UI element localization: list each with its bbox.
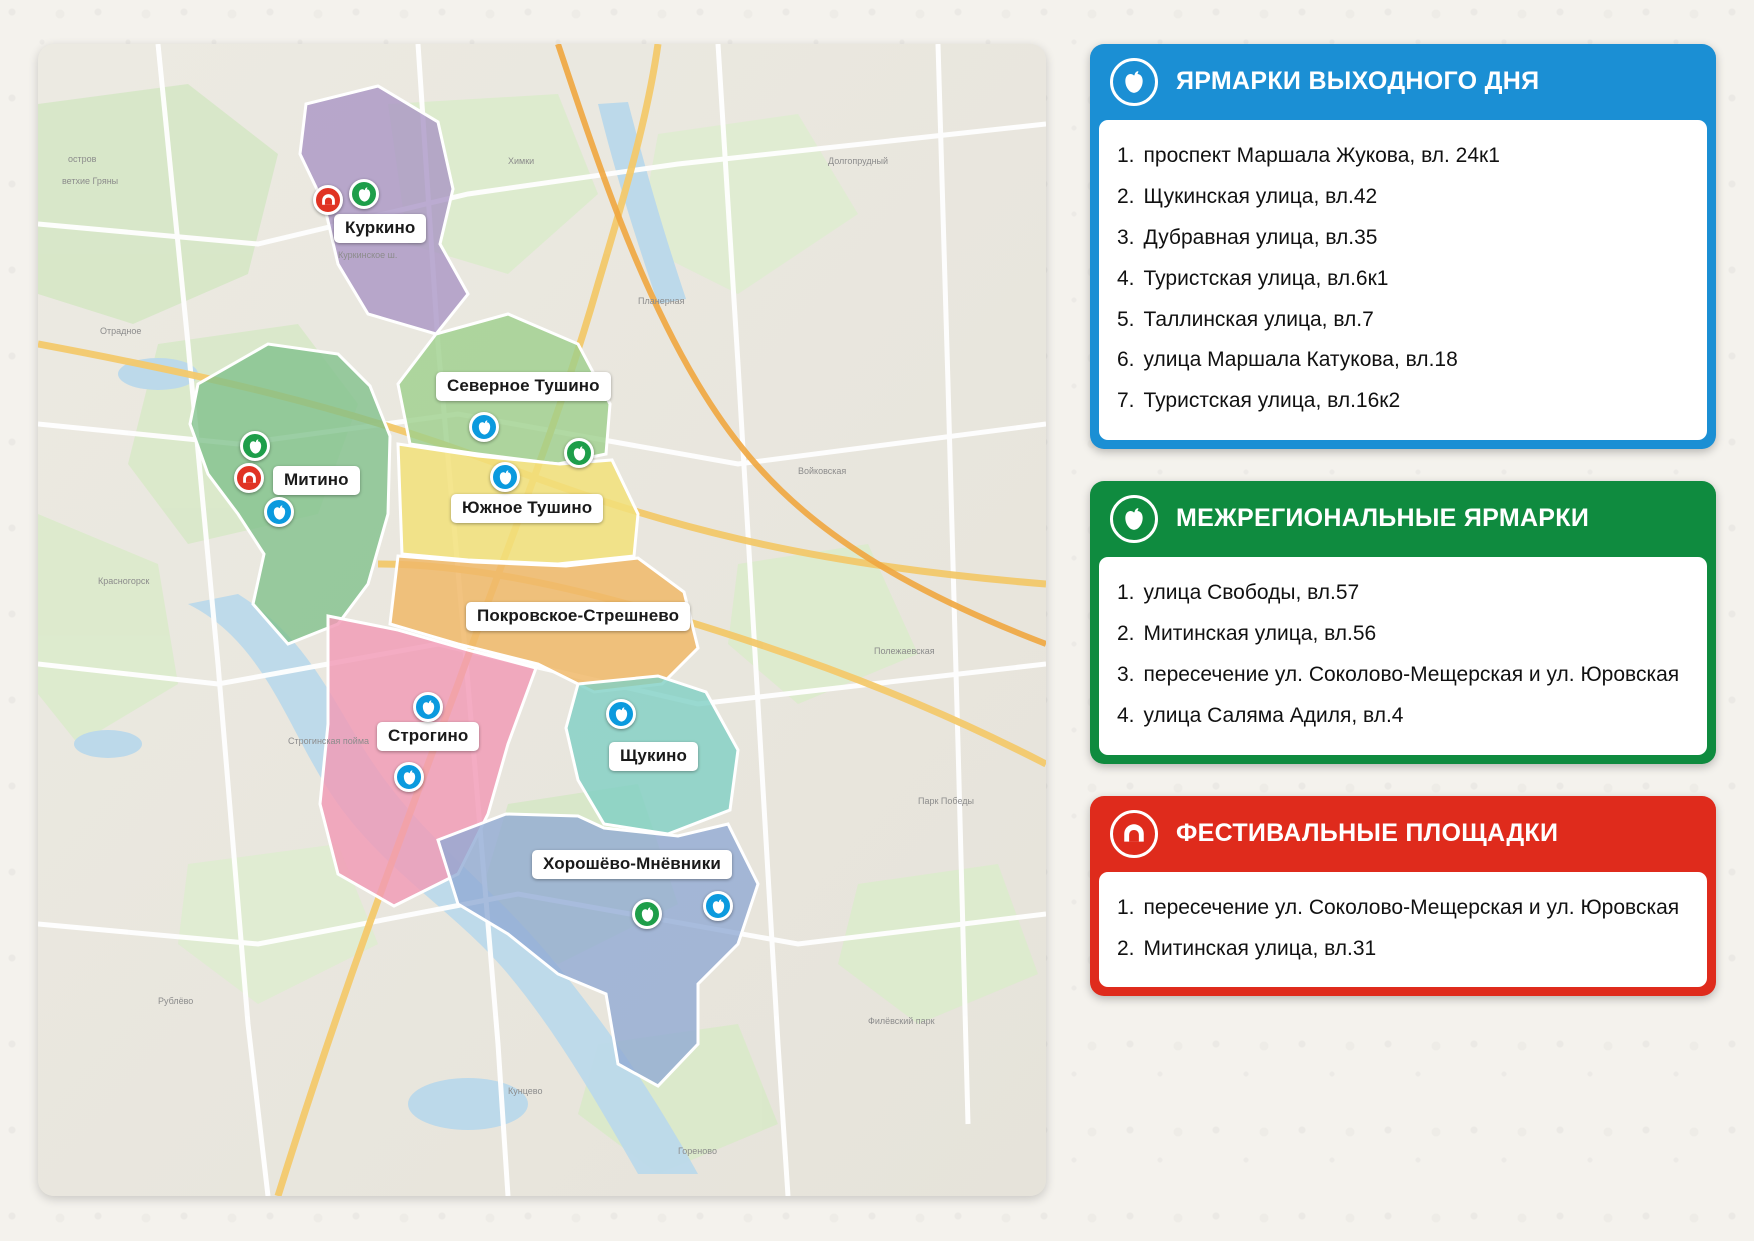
panel-badge-interregional-fairs [1110, 495, 1158, 543]
svg-text:Отрадное: Отрадное [100, 326, 142, 336]
district-label-kurkino: Куркино [334, 214, 426, 243]
map-canvas[interactable] [38, 44, 1046, 1196]
district-label-strogino: Строгино [377, 722, 479, 751]
svg-text:остров: остров [68, 154, 97, 164]
svg-text:Химки: Химки [508, 156, 535, 166]
apple-icon [1121, 506, 1147, 532]
panel-title-festival-sites: ФЕСТИВАЛЬНЫЕ ПЛОЩАДКИ [1176, 818, 1559, 847]
map-pin-apple-icon[interactable] [240, 431, 270, 461]
panel-badge-festival-sites [1110, 810, 1158, 858]
list-item-text: Туристская улица, вл.6к1 [1143, 266, 1389, 290]
svg-text:Планерная: Планерная [638, 296, 685, 306]
svg-text:Долгопрудный: Долгопрудный [828, 156, 889, 166]
map-pin-apple-icon[interactable] [413, 692, 443, 722]
list-item-number: 7. [1117, 389, 1135, 413]
list-item-text: улица Свободы, вл.57 [1143, 581, 1360, 605]
list-item-text: Митинская улица, вл.31 [1143, 936, 1377, 960]
list-item [1117, 218, 1689, 259]
festival-icon [1121, 821, 1147, 847]
panel-header-weekend-fairs [1090, 44, 1716, 120]
list-item-number: 2. [1117, 622, 1135, 645]
district-label-mitino: Митино [273, 466, 360, 495]
list-item-number: 2. [1117, 936, 1135, 960]
panel-body-interregional-fairs [1099, 557, 1707, 755]
panel-badge-weekend-fairs [1110, 58, 1158, 106]
list-item-number: 5. [1117, 307, 1135, 331]
list-item-number: 1. [1117, 581, 1135, 605]
map-pin-festival-icon[interactable] [313, 185, 343, 215]
list-item-number: 4. [1117, 266, 1135, 290]
apple-icon [613, 706, 630, 723]
apple-icon [571, 445, 588, 462]
list-item [1117, 655, 1689, 696]
svg-text:Куркинское ш.: Куркинское ш. [338, 250, 398, 260]
svg-text:Строгинская пойма: Строгинская пойма [288, 736, 370, 746]
map-pin-apple-icon[interactable] [564, 438, 594, 468]
list-item [1117, 340, 1689, 381]
svg-text:Гореново: Гореново [678, 1146, 717, 1156]
list-item-text: Щукинская улица, вл.42 [1143, 184, 1378, 208]
map-pin-apple-icon[interactable] [490, 462, 520, 492]
apple-icon [639, 906, 656, 923]
map-panel[interactable] [38, 44, 1046, 1196]
list-item [1117, 696, 1689, 737]
panel-header-interregional-fairs [1090, 481, 1716, 557]
svg-text:Красногорск: Красногорск [98, 576, 150, 586]
map-pin-apple-icon[interactable] [632, 899, 662, 929]
panel-weekend-fairs [1090, 44, 1716, 449]
map-pin-apple-icon[interactable] [469, 412, 499, 442]
list-item [1117, 300, 1689, 341]
list-item [1117, 573, 1689, 614]
list-item-text: пересечение ул. Соколово-Мещерская и ул. Юровская [1143, 662, 1680, 686]
svg-text:Полежаевская: Полежаевская [874, 646, 935, 656]
list-item [1117, 177, 1689, 218]
list-item-number: 3. [1117, 225, 1135, 249]
panel-title-weekend-fairs: ЯРМАРКИ ВЫХОДНОГО ДНЯ [1176, 67, 1540, 96]
map-pin-festival-icon[interactable] [234, 463, 264, 493]
map-pin-apple-icon[interactable] [606, 699, 636, 729]
district-label-yuzhnoe-tushino: Южное Тушино [451, 494, 603, 523]
list-item-number: 1. [1117, 895, 1135, 919]
legend-panels [1090, 44, 1716, 1028]
list-item-text: Таллинская улица, вл.7 [1143, 307, 1374, 331]
panel-body-festival-sites [1099, 872, 1707, 988]
list-item-number: 1. [1117, 144, 1135, 167]
apple-icon [356, 186, 373, 203]
list-item-text: Митинская улица, вл.56 [1143, 622, 1377, 645]
map-pin-apple-icon[interactable] [703, 891, 733, 921]
panel-festival-sites [1090, 796, 1716, 997]
list-item-text: пересечение ул. Соколово-Мещерская и ул. Юровская [1143, 895, 1680, 919]
apple-icon [476, 419, 493, 436]
district-label-severnoe-tushino: Северное Тушино [436, 372, 611, 401]
district-label-horoshevo-mnevniki: Хорошёво-Мнёвники [532, 850, 732, 879]
map-pin-apple-icon[interactable] [349, 179, 379, 209]
svg-text:Филёвский парк: Филёвский парк [868, 1016, 935, 1026]
svg-text:ветхие Гряны: ветхие Гряны [62, 176, 119, 186]
list-item-number: 6. [1117, 348, 1135, 372]
apple-icon [271, 504, 288, 521]
list-item-number: 3. [1117, 662, 1135, 686]
list-item [1117, 259, 1689, 300]
svg-text:Парк Победы: Парк Победы [918, 796, 974, 806]
list-item [1117, 614, 1689, 655]
map-pin-apple-icon[interactable] [394, 762, 424, 792]
list-item-text: Дубравная улица, вл.35 [1143, 225, 1378, 249]
list-item [1117, 381, 1689, 422]
panel-body-weekend-fairs [1099, 120, 1707, 440]
apple-icon [710, 898, 727, 915]
district-label-pokrovskoe-streshnevo: Покровское-Стрешнево [466, 602, 690, 631]
panel-header-festival-sites [1090, 796, 1716, 872]
apple-icon [420, 699, 437, 716]
list-item-text: проспект Маршала Жукова, вл. 24к1 [1143, 144, 1500, 167]
list-item-text: улица Саляма Адиля, вл.4 [1143, 703, 1404, 727]
list-item-text: улица Маршала Катукова, вл.18 [1143, 348, 1458, 372]
panel-title-interregional-fairs: МЕЖРЕГИОНАЛЬНЫЕ ЯРМАРКИ [1176, 504, 1590, 533]
apple-icon [497, 469, 514, 486]
panel-interregional-fairs [1090, 481, 1716, 764]
svg-text:Войковская: Войковская [798, 466, 847, 476]
apple-icon [1121, 69, 1147, 95]
festival-icon [241, 470, 258, 487]
list-item-number: 2. [1117, 184, 1135, 208]
map-pin-apple-icon[interactable] [264, 497, 294, 527]
list-item [1117, 929, 1689, 970]
festival-icon [320, 192, 337, 209]
apple-icon [401, 769, 418, 786]
apple-icon [247, 438, 264, 455]
list-item [1117, 888, 1689, 929]
list-item [1117, 136, 1689, 177]
district-label-shchukino: Щукино [609, 742, 698, 771]
svg-text:Кунцево: Кунцево [508, 1086, 543, 1096]
svg-text:Рублёво: Рублёво [158, 996, 194, 1006]
list-item-text: Туристская улица, вл.16к2 [1143, 389, 1401, 413]
list-item-number: 4. [1117, 703, 1135, 727]
